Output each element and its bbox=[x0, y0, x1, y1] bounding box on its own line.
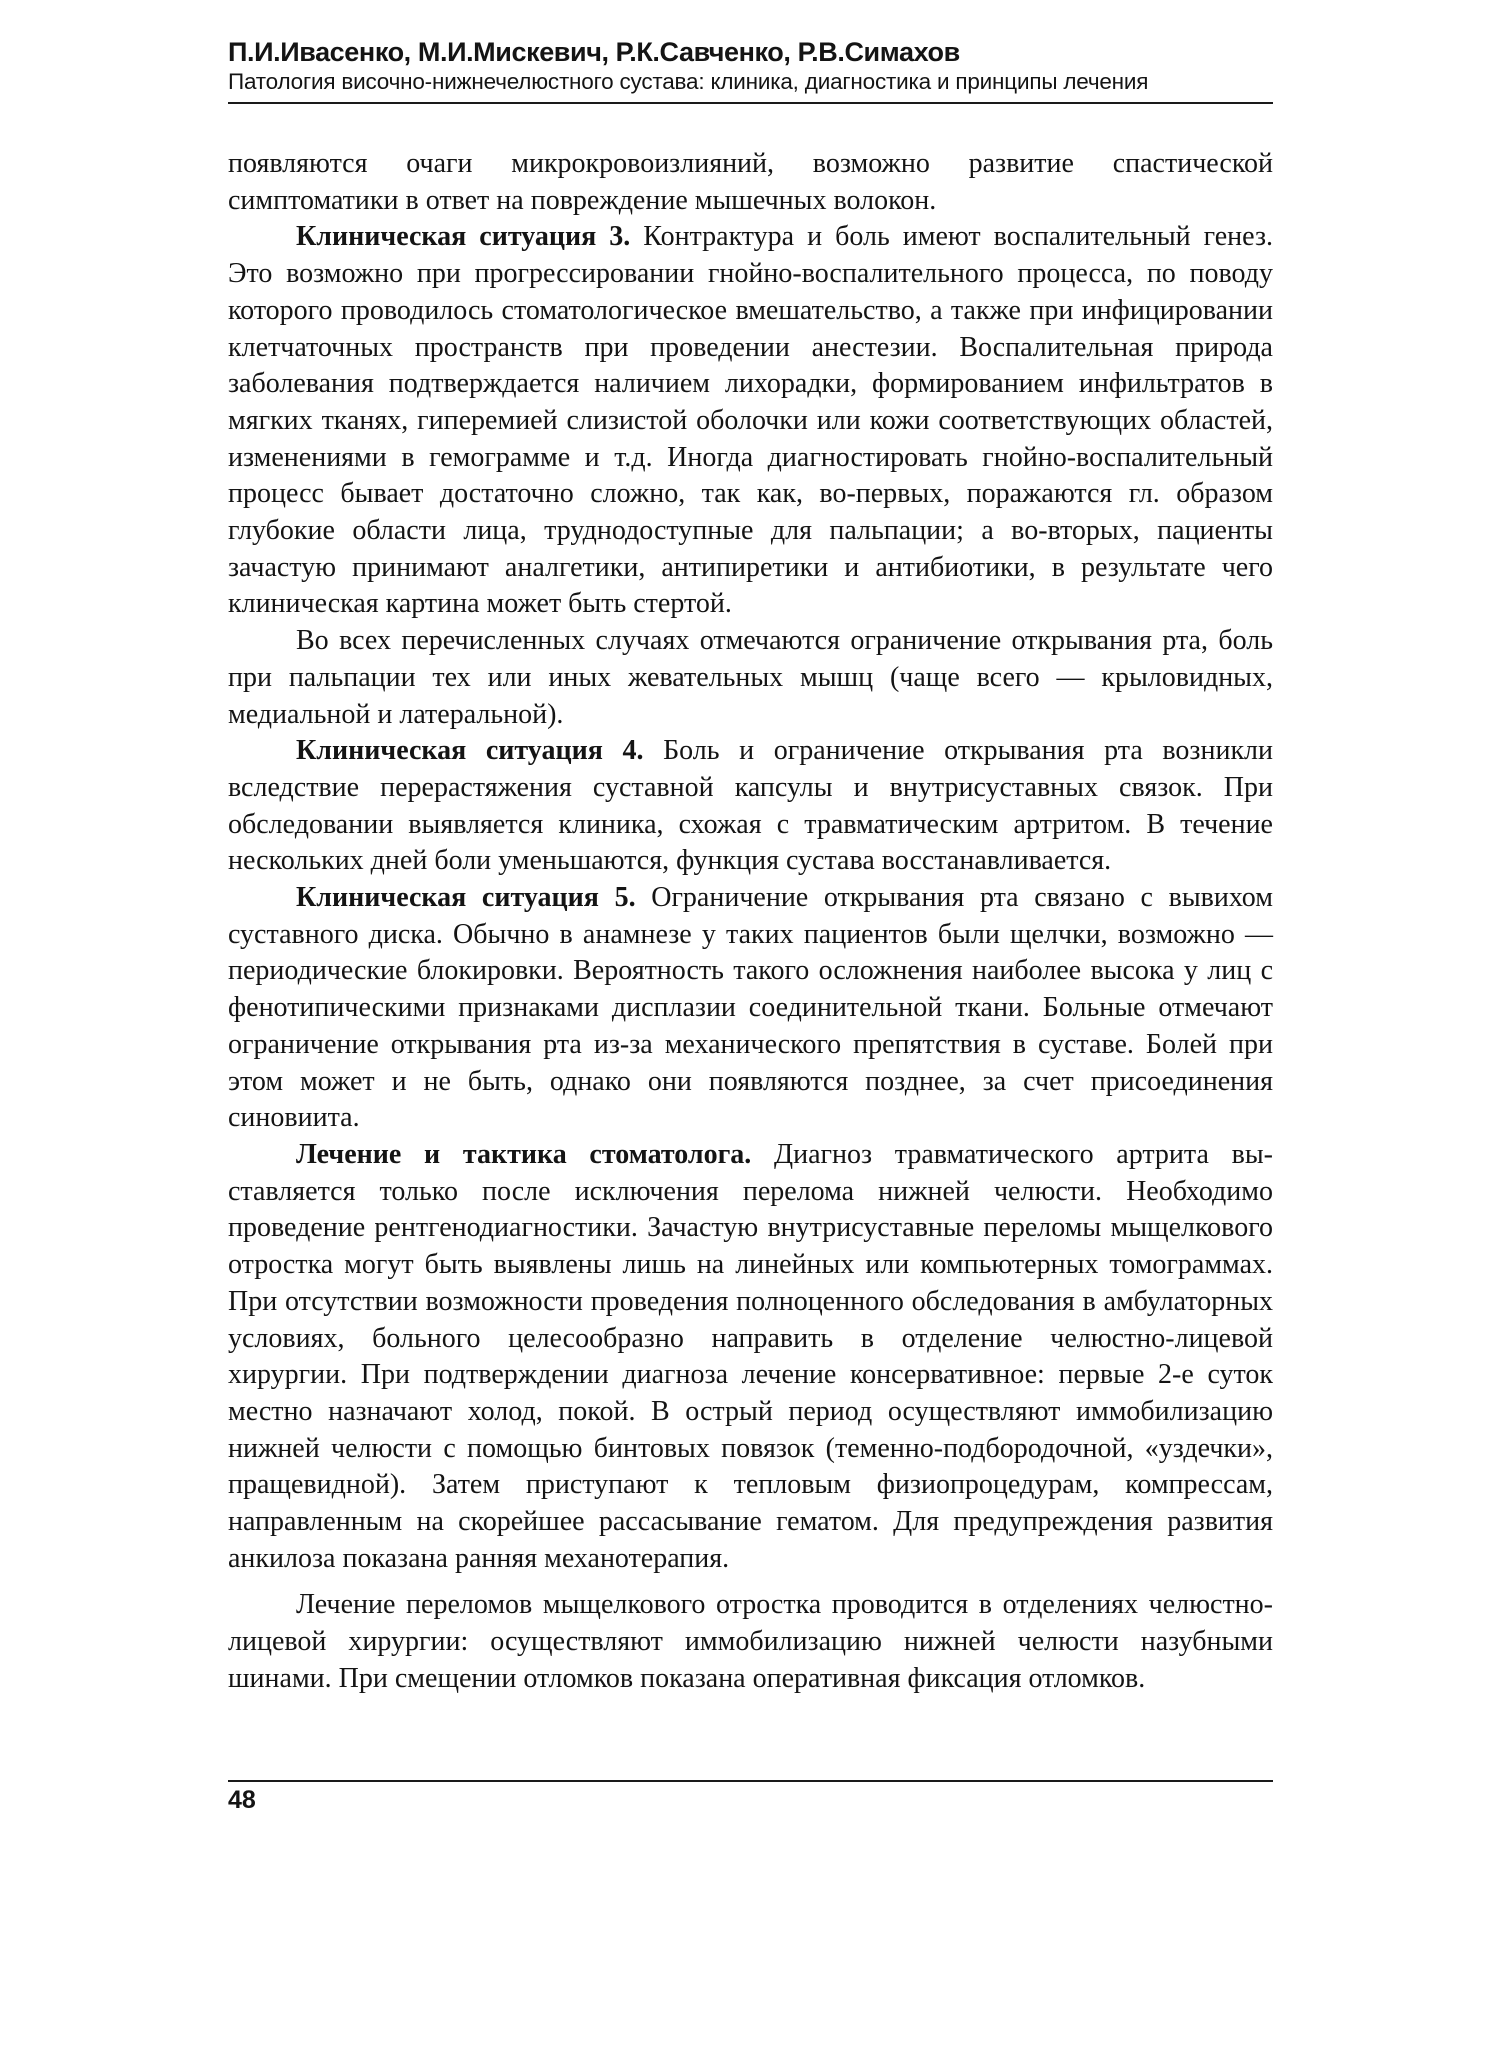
header-rule bbox=[228, 102, 1273, 104]
paragraph-fracture-treatment bbox=[228, 1587, 1273, 1697]
paragraph-6-text: Диагноз травматического артрита выставляется только после исключения перелома нижней челюсти. Необходимо проведение рентгенодиагностики. Зачастую внутрисуставные переломы мыщелкового отростка могут быть выявлены лишь на линейных или компьютерных томограммах. При отсутствии возможности проведения полноценного обследования в амбулаторных условиях, больного целесообразно направить в отделение челюстно-лицевой хирургии. При подтверждении диагноза лечение консервативное: первые 2-е суток местно назначают холод, покой. В острый период осуществляют иммобилизацию нижней челюсти с помощью бинтовых повязок (теменно-подбородочной, «уздечки», пращевидной). Затем приступают к тепловым физиопроцедурам, компрессам, направленным на скорейшее рассасывание гематом. Для предупреждения развития анкилоза показана ранняя механотерапия. bbox=[228, 1138, 1273, 1574]
paragraph-4-lead: Клиническая ситуация 4. bbox=[296, 735, 644, 767]
paragraph-4-text: Боль и ограничение открывания рта возникли вследствие перерастяжения суставной капсулы и внутрисуставных связок. При обследовании выявляется клиника, схожая с травматическим артритом. В течение нескольких дней боли уменьшаются, функция сустава восстанавливается. bbox=[228, 735, 1274, 877]
paragraph-6-lead: Лечение и тактика стоматолога. bbox=[296, 1138, 752, 1170]
main-text bbox=[228, 146, 1273, 1698]
paragraph-2-text: Контрактура и боль имеют воспалительный генез. Это возможно при прогрессировании гнойно-воспалительного процесса, по поводу которого проводилось стоматологическое вмешательство, а также при инфицировании клетчаточных пространств при проведении анестезии. Воспалительная природа заболевания подтверждается наличием лихорадки, формированием инфильтратов в мягких тканях, гиперемией слизистой оболочки или кожи соответствующих областей, изменениями в гемограмме и т.д. Иногда диагностировать гнойно-воспалительный процесс бывает достаточно сложно, так как, во-первых, поражаются гл. образом глубокие области лица, труднодоступные для пальпации; а во-вторых, пациенты зачастую принимают аналгетики, антипиретики и антибиотики, в результате чего клиническая картина может быть стертой. bbox=[228, 221, 1273, 620]
header-book-title: Патология височно-нижнечелюстного сустава: клиника, диагностика и принципы лечения bbox=[228, 69, 1149, 94]
paragraph-1 bbox=[228, 146, 1273, 219]
paragraph-clinical-situation-3 bbox=[228, 219, 1273, 623]
page-number: 48 bbox=[228, 1786, 256, 1814]
paragraph-summary bbox=[228, 623, 1273, 733]
running-header bbox=[228, 36, 1273, 96]
paragraph-2-lead: Клиническая ситуация 3. bbox=[296, 221, 631, 253]
paragraph-5-text: Ограничение открывания рта связано с вывихом суставного диска. Обычно в анамнезе у таких пациентов были щелчки, возможно — периодические блокировки. Вероятность такого осложнения наиболее высока у лиц с фенотипическими признаками дисплазии соединительной ткани. Больные отмечают ограничение открывания рта из-за механического препятствия в суставе. Болей при этом может и не быть, однако они появляются позднее, за счет присоединения синовиита. bbox=[228, 882, 1273, 1134]
paragraph-clinical-situation-5 bbox=[228, 880, 1273, 1137]
paragraph-5-lead: Клиническая ситуация 5. bbox=[296, 882, 636, 914]
paragraph-7-text: Лечение переломов мыщелкового отростка проводится в отделениях челюстно-лицевой хирургии: осуществляют иммобилизацию нижней челюсти назубными шинами. При смещении отломков показана оперативная фиксация отломков. bbox=[228, 1589, 1273, 1694]
paragraph-1-text: появляются очаги микрокровоизлияний, возможно развитие спастической симптоматики в ответ на повреждение мышечных волокон. bbox=[228, 148, 1273, 216]
paragraph-treatment bbox=[228, 1137, 1273, 1577]
paragraph-clinical-situation-4 bbox=[228, 733, 1273, 880]
paragraph-3-text: Во всех перечисленных случаях отмечаются ограничение открывания рта, боль при пальпации тех или иных жевательных мышц (чаще всего — крыловидных, медиальной и латеральной). bbox=[228, 625, 1273, 730]
header-authors: П.И.Ивасенко, М.И.Мискевич, Р.К.Савченко, Р.В.Симахов bbox=[228, 37, 960, 67]
footer-rule bbox=[228, 1780, 1273, 1782]
